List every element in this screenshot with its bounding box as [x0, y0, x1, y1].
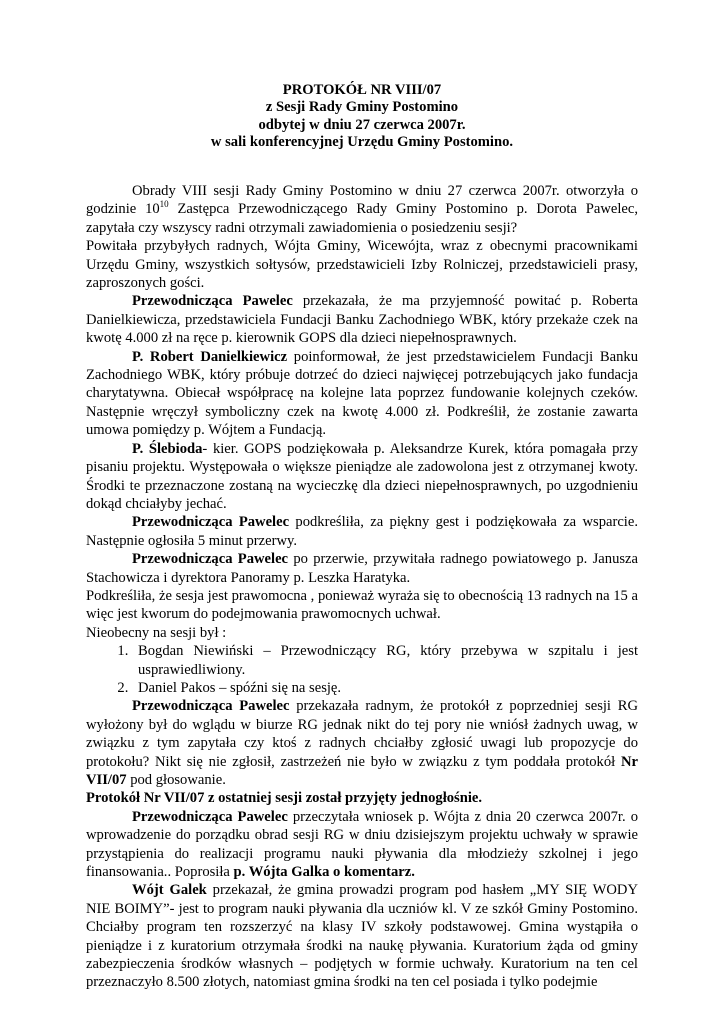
paragraph-protocol-accepted: Protokół Nr VII/07 z ostatniej sesji został przyjęty jednogłośnie.: [86, 790, 483, 807]
opening-text: Obrady VIII sesji Rady Gminy Postomino w dniu 27 czerwca 2007r. otworzyła o godzinie 10: [86, 183, 638, 218]
speaker-name: Przewodnicząca Pawelec: [132, 808, 288, 825]
paragraph-text: po przerwie, przywitała radnego powiatowego p. Janusza Stachowicza i dyrektora Panoramy p. Leszka Haratyka.: [86, 551, 638, 586]
paragraph-danielkiewicz: [86, 348, 638, 440]
list-item: 2. Daniel Pakos – spóźni się na sesję.: [132, 679, 638, 697]
absent-list: [86, 642, 638, 697]
paragraph-absent-intro: Nieobecny na sesji był :: [86, 624, 227, 641]
paragraph-text: poinformował, że jest przedstawicielem Fundacji Banku Zachodniego WBK, który próbuje dotrzeć do dzieci najwięcej potrzebujących jako fundacja charytatywna. Obiecał współpracę na kolejne lata poprzez fundowanie kolejnych czeków. Następnie wręczył symboliczny czek na kwotę 4.000 zł. Podkreślił, że zostanie zawarta umowa pomiędzy p. Wójtem a Fundacją.: [86, 348, 638, 439]
protocol-number: PROTOKÓŁ NR VIII/07: [282, 82, 442, 98]
session-location: w sali konferencyjnej Urzędu Gminy Postomino.: [210, 134, 514, 151]
paragraph-text: przekazał, że gmina prowadzi program pod hasłem „MY SIĘ WODY NIE BOIMY”- jest to program nauki pływania dla uczniów kl. V ze szkół Gminy Postomino. Chciałby program ten rozszerzyć na klasy IV szkoły podstawowej. Gmina wystąpiła o pieniądze i z kuratorium otrzymała środki na naukę pływania. Kuratorium żąda od gminy zabezpieczenia środków własnych – podjętych w formie uchwały. Kuratorium na ten cel przeznaczyło 8.500 złotych, natomiast gmina środki na ten cel posiada i tylko podejmie: [86, 882, 638, 991]
paragraph-break: [86, 513, 638, 550]
speaker-name: Przewodnicząca Pawelec: [132, 698, 290, 715]
speaker-name: Przewodnicząca Pawelec: [132, 551, 289, 568]
document-title-block: [86, 82, 638, 152]
paragraph-greeting: Powitała przybyłych radnych, Wójta Gminy, Wicewójta, wraz z obecnymi pracownikami Urzędu Gminy, wszystkich sołtysów, przedstawicieli Izby Rolniczej, przedstawicieli prasy, zaproszonych gości.: [86, 238, 638, 292]
speaker-name: Przewodnicząca Pawelec: [132, 514, 290, 531]
paragraph-protocol-vote: [86, 697, 638, 789]
paragraph-opening: [86, 182, 638, 237]
paragraph-wojt-galek: [86, 881, 638, 991]
paragraph-motion: [86, 808, 638, 882]
paragraph-text-tail: pod głosowanie.: [126, 772, 226, 788]
paragraph-after-break: [86, 550, 638, 587]
paragraph-text: przeczytała wniosek p. Wójta z dnia 20 czerwca 2007r. o wprowadzenie do porządku obrad sesji RG w dniu dzisiejszym projektu uchwały w sprawie przystąpienia do realizacji programu nauki pływania dla młodzieży szkolnej i jego finansowania.. Poprosiła: [86, 808, 638, 881]
paragraph-text: - kier. GOPS podziękowała p. Aleksandrze Kurek, która pomagała przy pisaniu projektu. Występowała o większe pieniądze ale zadowolona jest z otrzymanej kwoty. Środki te przeznaczone zostaną na wycieczkę dla dzieci niepełnosprawnych, po uzgodnieniu dokąd chciałyby jechać.: [86, 440, 638, 512]
paragraph-quorum: Podkreśliła, że sesja jest prawomocna , ponieważ wyraża się to obecnością 13 radnych na 15 a więc jest kworum do podejmowania prawomocnych uchwał.: [86, 587, 638, 623]
protocol-ref: Nr VII/07: [86, 753, 638, 788]
speaker-name: P. Robert Danielkiewicz: [132, 348, 288, 365]
speaker-name: P. Ślebioda: [132, 440, 203, 457]
document-body: [86, 182, 638, 992]
speaker-name: Przewodnicząca Pawelec: [132, 293, 293, 310]
paragraph-text: podkreśliła, za piękny gest i podziękowała za wsparcie. Następnie ogłosiła 5 minut przerwy.: [86, 514, 638, 549]
opening-text-cont: Zastępca Przewodniczącego Rady Gminy Postomino p. Dorota Pawelec, zapytała czy wszyscy radni otrzymali zawiadomienia o posiedzeniu sesji?: [86, 201, 638, 236]
list-item: 1. Bogdan Niewiński – Przewodniczący RG, który przebywa w szpitalu i jest usprawiedliwiony.: [132, 642, 638, 679]
paragraph-slebioda: [86, 440, 638, 514]
speaker-name: Wójt Galek: [132, 882, 207, 899]
time-superscript: 10: [159, 199, 169, 210]
session-name: z Sesji Rady Gminy Postomino: [265, 99, 459, 116]
session-date: odbytej w dniu 27 czerwca 2007r.: [258, 116, 466, 133]
paragraph-text: przekazała radnym, że protokół z poprzedniej sesji RG wyłożony był do wglądu w biurze RG jednak nikt do tej pory nie wniósł żadnych uwag, w związku z tym zapytała czy ktoś z radnych chciałby zgłosić uwagi lub propozycje do protokołu? Nikt się nie zgłosił, zastrzeżeń nie było w związku z tym poddała protokół: [86, 698, 638, 770]
paragraph-foundation-intro: [86, 292, 638, 347]
paragraph-text: przekazała, że ma przyjemność powitać p. Roberta Danielkiewicza, przedstawiciela Fundacji Banku Zachodniego WBK, który przekaże czek na kwotę 4.000 zł na ręce p. kierownik GOPS dla dzieci niepełnosprawnych.: [86, 293, 638, 347]
request-text: p. Wójta Galka o komentarz.: [233, 864, 415, 881]
